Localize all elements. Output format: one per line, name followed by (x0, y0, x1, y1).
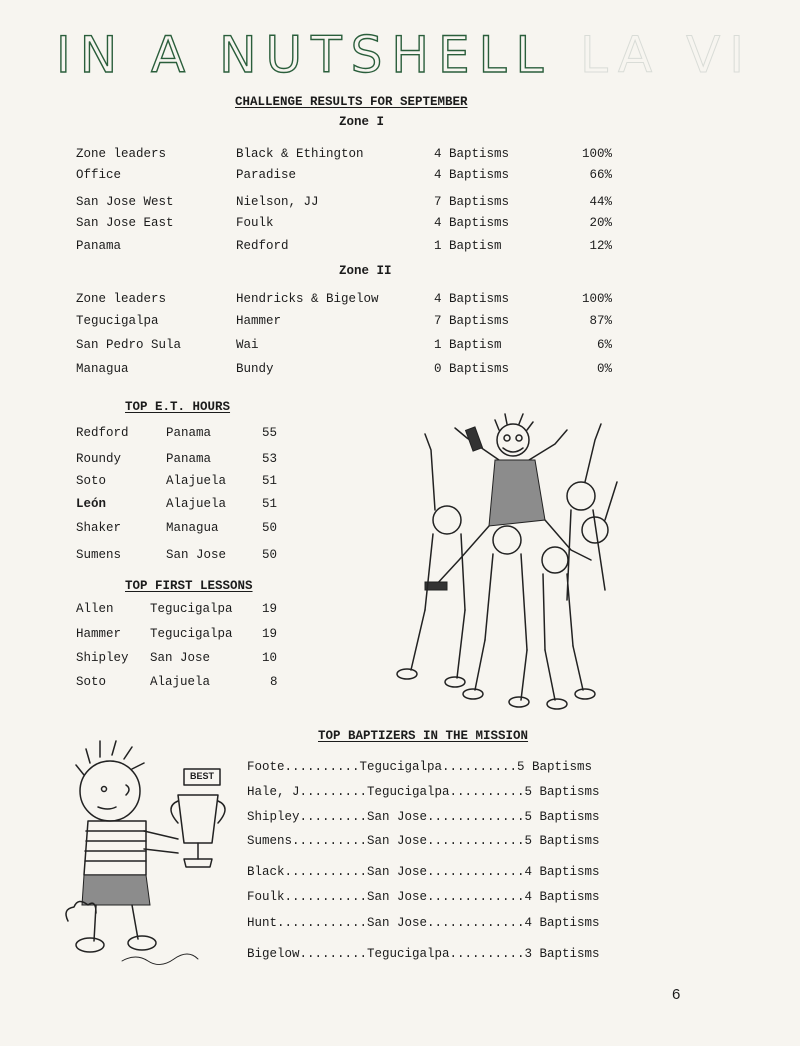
first-lessons-heading: TOP FIRST LESSONS (125, 579, 253, 593)
missionary-name: Soto (76, 675, 107, 689)
masthead-title: IN A NUTSHELL (56, 26, 553, 84)
baptizer-row: Sumens..........San Jose.............5 Baptisms (247, 834, 600, 848)
percent: 66% (589, 168, 612, 182)
area: Alajuela (166, 497, 227, 511)
lesson-count: 19 (262, 627, 278, 641)
lesson-count: 10 (262, 651, 278, 665)
percent: 100% (581, 147, 612, 161)
percent: 0% (596, 362, 612, 376)
baptisms: 4 Baptisms (434, 147, 510, 161)
baptisms: 7 Baptisms (434, 195, 510, 209)
percent: 100% (581, 292, 612, 306)
percent: 12% (589, 239, 612, 253)
area: San Jose West (76, 195, 174, 209)
missionaries: Wai (236, 338, 259, 352)
baptizers-heading: TOP BAPTIZERS IN THE MISSION (318, 729, 529, 743)
lesson-count: 19 (262, 602, 278, 616)
hours: 51 (262, 497, 278, 511)
page-number: 6 (672, 986, 681, 1003)
baptisms: 0 Baptisms (434, 362, 510, 376)
baptizer-row: Hunt............San Jose.............4 Baptisms (247, 916, 600, 930)
hours: 50 (262, 548, 278, 562)
celebration-crowd-illustration (395, 410, 635, 710)
area: Tegucigalpa (150, 602, 233, 616)
area: Alajuela (150, 675, 211, 689)
area: Zone leaders (76, 147, 167, 161)
missionaries: Nielson, JJ (236, 195, 319, 209)
missionaries: Paradise (236, 168, 297, 182)
percent: 6% (596, 338, 612, 352)
baptizer-row: Bigelow.........Tegucigalpa..........3 Baptisms (247, 947, 600, 961)
missionaries: Redford (236, 239, 289, 253)
baptisms: 4 Baptisms (434, 216, 510, 230)
area: San Jose (150, 651, 211, 665)
area: Zone leaders (76, 292, 167, 306)
area: San Jose East (76, 216, 174, 230)
missionary-name: Allen (76, 602, 114, 616)
trophy-label: BEST (189, 771, 214, 781)
trophy-boy-illustration (66, 735, 246, 975)
baptisms: 4 Baptisms (434, 168, 510, 182)
area: Panama (166, 426, 212, 440)
baptizer-row: Foote..........Tegucigalpa..........5 Baptisms (247, 760, 593, 774)
missionary-name: Hammer (76, 627, 122, 641)
area: Tegucigalpa (76, 314, 159, 328)
missionaries: Hammer (236, 314, 282, 328)
baptizer-row: Shipley.........San Jose.............5 Baptisms (247, 810, 600, 824)
baptisms: 7 Baptisms (434, 314, 510, 328)
missionary-name: Roundy (76, 452, 122, 466)
baptisms: 1 Baptism (434, 239, 502, 253)
missionaries: Black & Ethington (236, 147, 364, 161)
area: Managua (76, 362, 129, 376)
area: Alajuela (166, 474, 227, 488)
area: Panama (76, 239, 122, 253)
percent: 87% (589, 314, 612, 328)
missionaries: Hendricks & Bigelow (236, 292, 379, 306)
missionary-name: Sumens (76, 548, 122, 562)
zone-1-label: Zone I (339, 115, 385, 129)
area: Managua (166, 521, 219, 535)
baptizer-row: Foulk...........San Jose.............4 Baptisms (247, 890, 600, 904)
missionary-name: Shaker (76, 521, 122, 535)
missionary-name: Soto (76, 474, 107, 488)
baptizer-row: Black...........San Jose.............4 Baptisms (247, 865, 600, 879)
zone-2-label: Zone II (339, 264, 392, 278)
area: Panama (166, 452, 212, 466)
baptizer-row: Hale, J.........Tegucigalpa..........5 Baptisms (247, 785, 600, 799)
percent: 44% (589, 195, 612, 209)
area: San Jose (166, 548, 227, 562)
baptisms: 1 Baptism (434, 338, 502, 352)
bleed-through-ghost: LA VI (580, 26, 754, 84)
area: Tegucigalpa (150, 627, 233, 641)
baptisms: 4 Baptisms (434, 292, 510, 306)
hours: 51 (262, 474, 278, 488)
area: San Pedro Sula (76, 338, 182, 352)
hours: 50 (262, 521, 278, 535)
missionaries: Foulk (236, 216, 274, 230)
percent: 20% (589, 216, 612, 230)
missionary-name: León (76, 497, 107, 511)
area: Office (76, 168, 122, 182)
lesson-count: 8 (270, 675, 278, 689)
missionary-name: Redford (76, 426, 129, 440)
challenge-heading: CHALLENGE RESULTS FOR SEPTEMBER (235, 95, 468, 109)
missionary-name: Shipley (76, 651, 129, 665)
et-hours-heading: TOP E.T. HOURS (125, 400, 231, 414)
hours: 53 (262, 452, 278, 466)
hours: 55 (262, 426, 278, 440)
missionaries: Bundy (236, 362, 274, 376)
